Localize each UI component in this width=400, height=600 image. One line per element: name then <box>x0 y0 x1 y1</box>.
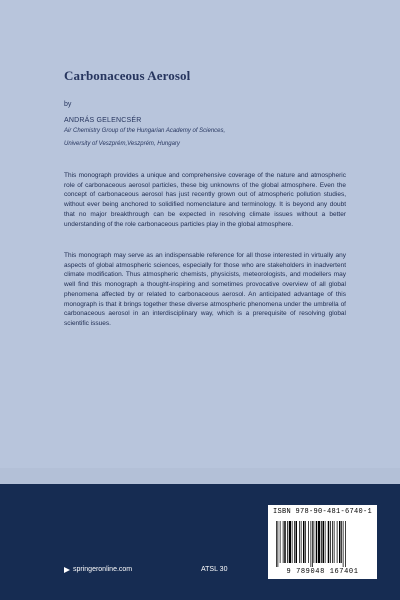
barcode-bar <box>332 521 333 563</box>
barcode-bar <box>311 521 312 567</box>
by-label: by <box>64 101 72 108</box>
barcode-bar <box>292 521 293 563</box>
blurb-paragraph-1: This monograph provides a unique and comprehensive coverage of the nature and atmospheric role of carbonaceous aerosol particles, these big unknowns of the global atmosphere. Even the concept of carbonaceous aerosol has just recently grown out of atmospheric pollution studies, without ever being anchored to solidified nomenclature and terminology. It is beyond any doubt that no major breakthrough can be expected in resolving climate issues without a better understanding of the role carbonaceous particles play in the global atmosphere. <box>64 172 346 228</box>
barcode-panel <box>268 505 377 579</box>
barcode-bar <box>289 521 291 563</box>
barcode-bar <box>303 521 305 563</box>
author-name: ANDRÁS GELENCSÉR <box>64 117 142 124</box>
barcode-bar <box>330 521 331 563</box>
barcode-bar <box>283 521 284 563</box>
barcode-bar <box>280 521 281 563</box>
ean-text: 9 789048 167401 <box>286 568 359 576</box>
barcode-bar <box>323 521 325 563</box>
barcode-bar <box>312 521 313 567</box>
barcode-bar <box>287 521 288 563</box>
barcode-bar <box>316 521 318 563</box>
barcode-bar <box>301 521 302 563</box>
barcode-bar <box>328 521 330 563</box>
barcode-bar <box>337 521 338 563</box>
barcode-bar <box>341 521 342 563</box>
barcode-bar <box>314 521 315 563</box>
barcode-bar <box>334 521 335 563</box>
blurb-paragraph-2: This monograph may serve as an indispensable reference for all those interested in virtually any aspects of global atmospheric sciences, especially for those who are stakeholders in inadvertent climate modification. Thus atmospheric chemists, physicists, meteorologists, and modellers may well find this monograph a thought-inspiring and sometimes provocative overview of all global phenomena affected by or related to carbonaceous aerosol. An anticipated advantage of this monograph is that it brings together these diverse atmospheric phenomena under the umbrella of carbonaceous aerosol in an interdisciplinary way, which is a prerequisite of resolving global scientific issues. <box>64 252 346 327</box>
arrow-right-icon <box>64 567 70 573</box>
barcode-bar <box>318 521 320 563</box>
series-code: ATSL 30 <box>201 566 228 573</box>
divider-band <box>0 468 400 484</box>
barcode-bar <box>345 521 346 567</box>
barcode-bar <box>294 521 295 563</box>
author-affiliation-line1: Air Chemistry Group of the Hungarian Academy of Sciences, <box>64 128 226 134</box>
barcode-bar <box>343 521 344 567</box>
author-affiliation-line2: University of Veszprém,Veszprém, Hungary <box>64 141 180 147</box>
isbn-text: ISBN 978-90-481-6740-1 <box>273 508 373 516</box>
book-title: Carbonaceous Aerosol <box>64 68 191 83</box>
barcode-bar <box>284 521 286 563</box>
barcode-bar <box>321 521 322 563</box>
barcode-bars <box>276 521 369 567</box>
website-label: springeronline.com <box>73 566 133 573</box>
barcode-bar <box>278 521 279 567</box>
barcode-bar <box>299 521 300 563</box>
publisher-website <box>64 566 132 573</box>
barcode-bar <box>296 521 298 563</box>
barcode-bar <box>305 521 306 563</box>
barcode-bar <box>308 521 309 563</box>
barcode-bar <box>276 521 277 567</box>
barcode-bar <box>339 521 341 563</box>
barcode-bar <box>325 521 326 563</box>
